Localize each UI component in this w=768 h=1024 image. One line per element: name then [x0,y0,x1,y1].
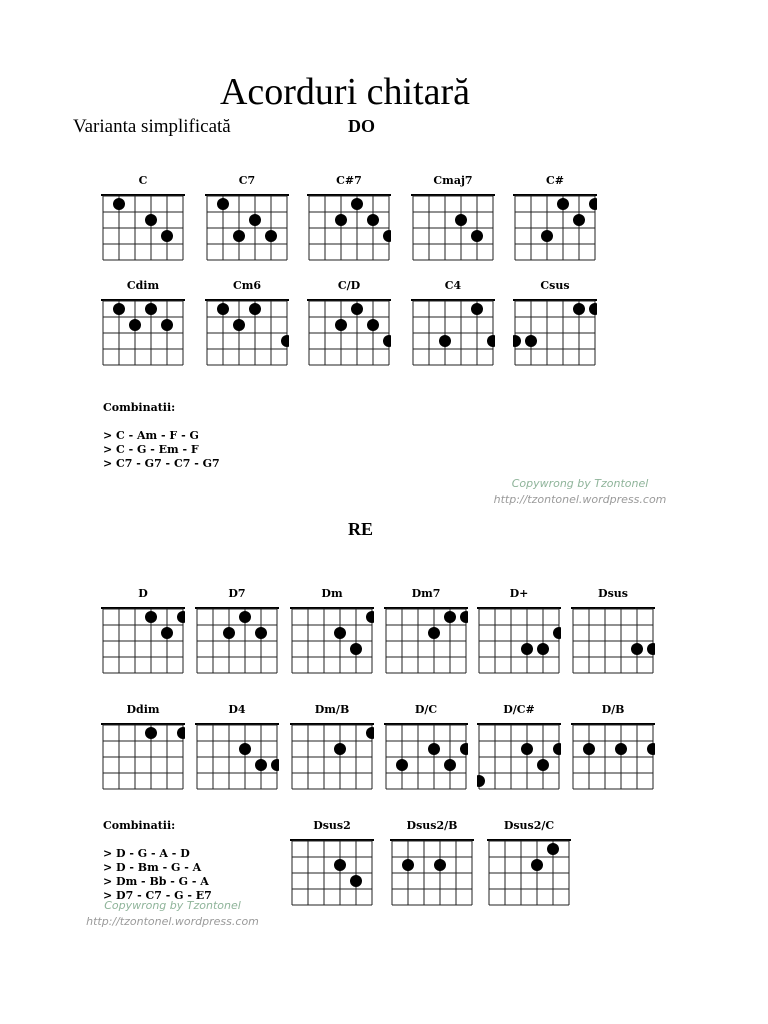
finger-dot [271,759,279,771]
chord-name: Cmaj7 [433,174,473,187]
subtitle: Varianta simplificată [73,116,231,137]
fretboard-grid [205,193,289,263]
finger-dot [615,743,627,755]
chord-name: D/B [601,703,625,716]
finger-dot [573,303,585,315]
watermark-text: Copywrong by Tzontonel [511,477,649,490]
finger-dot [265,230,277,242]
chord-name: Cdim [126,279,160,292]
finger-dot [177,611,185,623]
fretboard-grid [307,298,391,368]
combinations-re [103,819,212,903]
chord-name: C#7 [336,174,362,187]
finger-dot [367,319,379,331]
finger-dot [487,335,495,347]
finger-dot [444,759,456,771]
chord-diagram [571,703,655,793]
chord-diagram [411,279,495,369]
finger-dot [233,230,245,242]
finger-dot [367,214,379,226]
fretboard-grid [101,722,185,792]
combination-line: > C - G - Em - F [103,443,199,456]
finger-dot [249,303,261,315]
finger-dot [249,214,261,226]
combination-line: > C7 - G7 - C7 - G7 [103,457,220,470]
finger-dot [460,743,468,755]
finger-dot [521,743,533,755]
chord-name: D7 [228,587,246,600]
finger-dot [557,198,569,210]
finger-dot [161,230,173,242]
fretboard-grid [477,606,561,676]
fretboard-grid [411,298,495,368]
combinations-do [103,401,220,471]
chord-diagram [390,819,474,909]
finger-dot [366,611,374,623]
fretboard-grid [571,722,655,792]
chord-diagram [384,587,468,677]
finger-dot [366,727,374,739]
finger-dot [113,303,125,315]
chord-diagram [290,703,374,793]
chord-diagram [477,703,561,793]
finger-dot [383,230,391,242]
combination-line: > Dm - Bb - G - A [103,875,209,888]
chord-name: C/D [337,279,361,292]
finger-dot [350,875,362,887]
chord-diagram [101,587,185,677]
chord-name: Dsus2 [313,819,351,832]
chord-diagram [571,587,655,677]
finger-dot [583,743,595,755]
chord-diagram [290,819,374,909]
chord-diagram [205,174,289,264]
fretboard-grid [307,193,391,263]
finger-dot [396,759,408,771]
chord-name: Dm/B [314,703,350,716]
finger-dot [589,303,597,315]
chord-diagram [195,587,279,677]
finger-dot [553,627,561,639]
chord-name: Cm6 [232,279,262,292]
chord-diagram [513,279,597,369]
finger-dot [239,743,251,755]
finger-dot [161,627,173,639]
finger-dot [428,743,440,755]
fretboard-grid [487,838,571,908]
finger-dot [647,643,655,655]
fretboard-grid [101,193,185,263]
finger-dot [255,627,267,639]
finger-dot [477,775,485,787]
finger-dot [553,743,561,755]
watermark-url: http://tzontonel.wordpress.com [86,915,259,928]
finger-dot [217,198,229,210]
finger-dot [281,335,289,347]
chord-name: D+ [509,587,529,600]
finger-dot [471,230,483,242]
combination-line: > D - G - A - D [103,847,190,860]
finger-dot [239,611,251,623]
chord-diagram [384,703,468,793]
finger-dot [631,643,643,655]
fretboard-grid [290,722,374,792]
finger-dot [439,335,451,347]
fretboard-grid [384,606,468,676]
watermark-text: Copywrong by Tzontonel [104,899,241,912]
finger-dot [521,643,533,655]
finger-dot [334,859,346,871]
finger-dot [434,859,446,871]
finger-dot [217,303,229,315]
finger-dot [444,611,456,623]
fretboard-grid [513,193,597,263]
fretboard-grid [411,193,495,263]
finger-dot [513,335,521,347]
finger-dot [233,319,245,331]
fretboard-grid [477,722,561,792]
chord-diagram [101,703,185,793]
finger-dot [223,627,235,639]
finger-dot [145,303,157,315]
fretboard-grid [513,298,597,368]
chord-diagram [513,174,597,264]
fretboard-grid [195,722,279,792]
watermark-url: http://tzontonel.wordpress.com [493,493,667,506]
finger-dot [113,198,125,210]
finger-dot [334,743,346,755]
chord-name: Dsus2/C [503,819,555,832]
finger-dot [350,643,362,655]
chord-name: Dm7 [411,587,441,600]
finger-dot [129,319,141,331]
finger-dot [335,214,347,226]
chord-diagram [411,174,495,264]
chord-name: C4 [444,279,462,292]
fretboard-grid [290,838,374,908]
chord-name: Dsus [598,587,628,600]
chord-name: D4 [228,703,246,716]
finger-dot [334,627,346,639]
chord-name: C [138,174,148,187]
fretboard-grid [390,838,474,908]
finger-dot [161,319,173,331]
finger-dot [145,214,157,226]
finger-dot [383,335,391,347]
watermark-do [490,476,670,508]
finger-dot [351,303,363,315]
page-title: Acorduri chitară [219,71,471,113]
chord-diagram [205,279,289,369]
finger-dot [537,643,549,655]
fretboard-grid [101,606,185,676]
combination-line: > D7 - C7 - G - E7 [103,889,212,902]
finger-dot [573,214,585,226]
chord-name: Dsus2/B [406,819,458,832]
chord-name: D [138,587,148,600]
chord-name: D/C [414,703,438,716]
fretboard-grid [384,722,468,792]
finger-dot [145,611,157,623]
fretboard-grid [205,298,289,368]
chord-name: C# [546,174,564,187]
chord-diagram [101,279,185,369]
chord-name: Csus [540,279,570,292]
finger-dot [455,214,467,226]
section-heading-re: RE [348,519,374,539]
finger-dot [537,759,549,771]
finger-dot [589,198,597,210]
finger-dot [428,627,440,639]
chord-diagram [307,279,391,369]
finger-dot [145,727,157,739]
finger-dot [335,319,347,331]
finger-dot [525,335,537,347]
fretboard-grid [101,298,185,368]
chord-diagram [487,819,571,909]
combination-line: > C - Am - F - G [103,429,199,442]
combinations-title: Combinatii: [103,819,176,832]
chord-diagram [307,174,391,264]
chord-name: Ddim [126,703,160,716]
chord-diagram [101,174,185,264]
fretboard-grid [290,606,374,676]
finger-dot [547,843,559,855]
chord-diagram [195,703,279,793]
finger-dot [177,727,185,739]
finger-dot [531,859,543,871]
finger-dot [541,230,553,242]
chord-name: D/C# [503,703,535,716]
combinations-title: Combinatii: [103,401,176,414]
finger-dot [351,198,363,210]
finger-dot [460,611,468,623]
section-heading-do: DO [348,116,375,136]
finger-dot [471,303,483,315]
chord-diagram [477,587,561,677]
finger-dot [647,743,655,755]
fretboard-grid [571,606,655,676]
finger-dot [402,859,414,871]
combination-line: > D - Bm - G - A [103,861,202,874]
finger-dot [255,759,267,771]
chord-name: Dm [321,587,343,600]
watermark-re [80,898,265,930]
chord-diagram [290,587,374,677]
fretboard-grid [195,606,279,676]
chord-name: C7 [238,174,256,187]
